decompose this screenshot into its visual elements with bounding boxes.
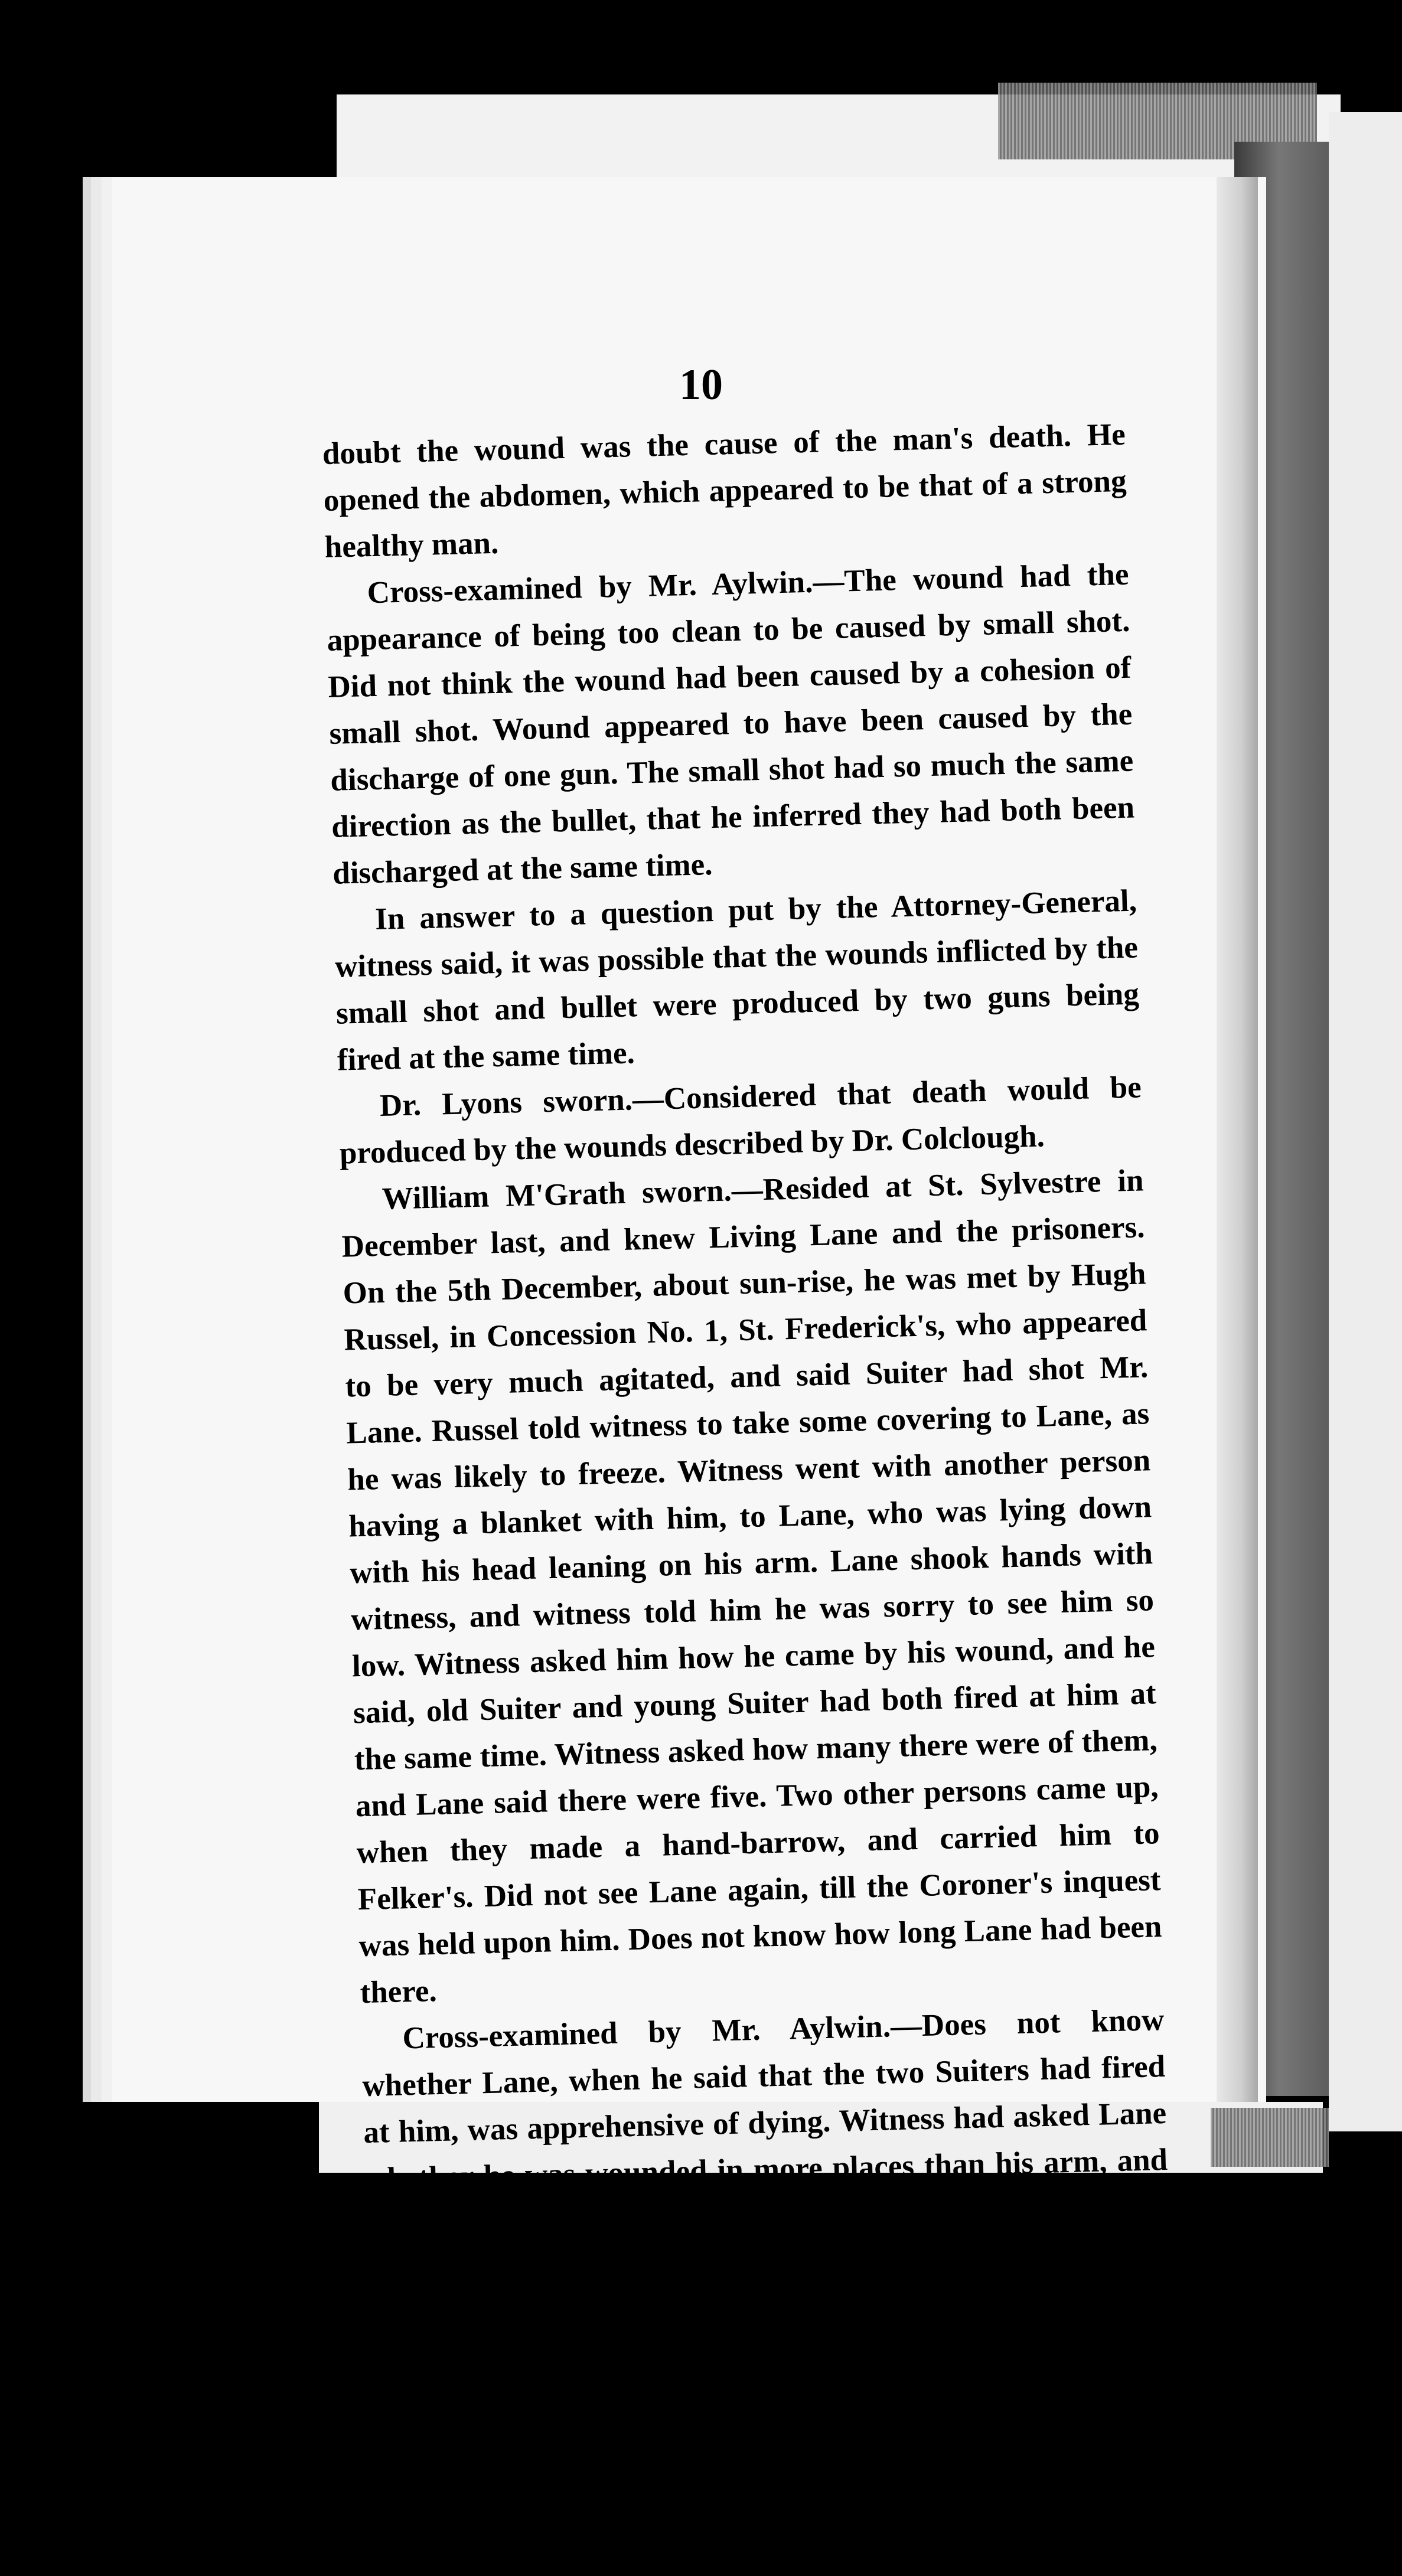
bottom-binding-cloth bbox=[1211, 2108, 1329, 2167]
paragraph-attorney-general-question: In answer to a question put by the Attorney-General, witness said, it was possible that the wounds inflicted by the small shot and bullet were produced by two guns being fired at the same time. bbox=[334, 883, 1140, 1078]
page-number: 10 bbox=[679, 361, 723, 409]
paragraph-continuation: doubt the wound was the cause of the man's death. He opened the abdomen, which appeared to be that of a strong healthy man. bbox=[322, 417, 1127, 564]
paragraph-james-hagan: James Hagan sworn.—Lived at St. Sylvestre, next neighbour to last witness. In Decr. last was called upon by him to go to the assistance of Living Lane who had been shot. bbox=[371, 2375, 1176, 2570]
paragraph-dr-lyons: Dr. Lyons sworn.—Considered that death would be produced by the wounds described by Dr. Colclough. bbox=[339, 1070, 1142, 1171]
paragraph-william-mgrath: William M'Grath sworn.—Resided at St. Sylvestre in December last, and knew Living Lane and the prisoners. On the 5th December, about sun-rise, he was met by Hugh Russel, in Concession No. 1, St. Frederick's, who appeared to be very much agitated, and said Suiter had shot Mr. Lane. Russel told witness to take some covering to Lane, as he was likely to freeze. Witness went with another person having a blanket with him, to Lane, who was lying down with his head leaning on his arm. Lane shook hands with witness, and witness told him he was sorry to see him so low. Witness asked him how he came by his wound, and he said, old Suiter and young Suiter had both fired at him at the same time. Witness asked how many there were of them, and Lane said there were five. Two other persons came up, when they made a hand-barrow, and carried him to Felker's. Did not see Lane again, till the Coroner's inquest was held upon him. Does not know how long Lane had been there. bbox=[341, 1163, 1163, 2010]
right-adjacent-page bbox=[1329, 112, 1402, 2131]
paragraph-cross-examination-1: Cross-examined by Mr. Aylwin.—The wound had the appearance of being too clean to be caused by small shot. Did not think the wound had been caused by a cohesion of small shot. Wound appeared to have been caused by the discharge of one gun. The small shot had so much the same direction as the bullet, that he inferred they had both been discharged at the same time. bbox=[326, 557, 1135, 891]
paragraph-cross-examination-2: Cross-examined by Mr. Aylwin.—Does not know whether Lane, when he said that the two Suiters had fired at him, was apprehensive of dying. Witness had asked Lane whether he was wounded in more places than his arm, and he said he had a charge in the small of his back. Witness has been living for some time at St. Sylvestre, and believes that Suiter made part of the clearance, and Felker another part. Never heard any thing against the character of the Suiters. bbox=[361, 2002, 1172, 2384]
body-text bbox=[322, 412, 1177, 2576]
page-gutter-shadow bbox=[1217, 177, 1258, 2102]
